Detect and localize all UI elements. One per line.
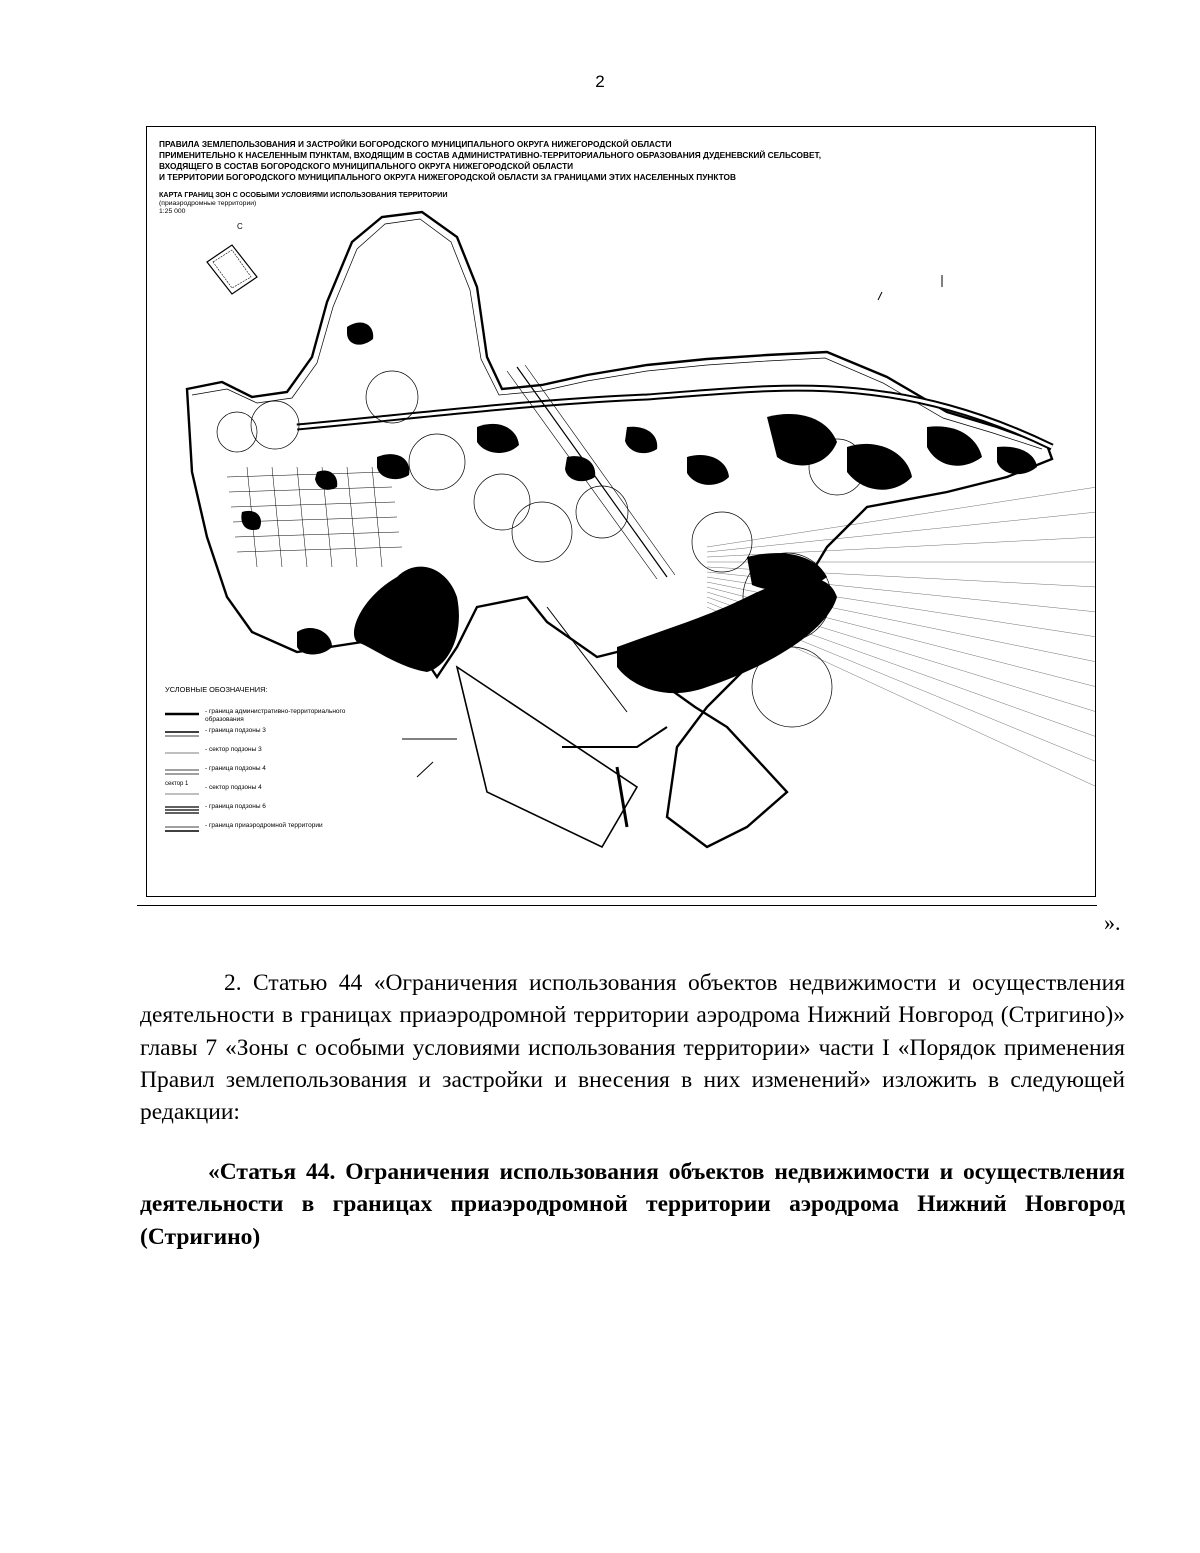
legend-item: [165, 727, 268, 746]
closing-quote: ».: [1104, 910, 1121, 935]
compass-icon: [207, 245, 257, 294]
legend-label: - граница подзоны 3: [205, 727, 266, 734]
map-subtitle-block: [159, 191, 448, 217]
legend-item: [165, 803, 268, 822]
legend-label: - граница подзоны 4: [205, 765, 266, 772]
map-title-line-1: ПРАВИЛА ЗЕМЛЕПОЛЬЗОВАНИЯ И ЗАСТРОЙКИ БОГОРОДСКОГО МУНИЦИПАЛЬНОГО ОКРУГА НИЖЕГОРОДСКОЙ ОБЛАСТИ: [159, 139, 672, 149]
map-subtitle: КАРТА ГРАНИЦ ЗОН С ОСОБЫМИ УСЛОВИЯМИ ИСПОЛЬЗОВАНИЯ ТЕРРИТОРИИ: [159, 190, 448, 199]
legend-swatch-subzone-6: [165, 805, 199, 815]
separator-line: [137, 905, 1097, 906]
legend-swatch-subzone-3: [165, 729, 199, 739]
legend-sector-tag: сектор 1: [165, 781, 189, 787]
legend-item: [165, 708, 346, 727]
map-title: [159, 139, 821, 183]
legend-item: [165, 746, 268, 765]
body-paragraph: 2. Статью 44 «Ограничения использования объектов недвижимости и осуществления деятельности в границах приаэродромной территории аэродрома Нижний Новгород (Стригино)» главы 7 «Зоны с особыми условиями использования территории» части I «Порядок применения Правил землепользования и застройки и внесения в них изменений» изложить в следующей редакции:: [140, 970, 1125, 1126]
legend-label: - сектор подзоны 4: [205, 784, 262, 791]
map-figure: [146, 126, 1096, 897]
map-title-line-2: ПРИМЕНИТЕЛЬНО К НАСЕЛЕННЫМ ПУНКТАМ, ВХОДЯЩИМ В СОСТАВ АДМИНИСТРАТИВНО-ТЕРРИТОРИАЛЬНОГО ОБРАЗОВАНИЯ ДУДЕНЕВСКИЙ СЕЛЬСОВЕТ,: [159, 150, 822, 160]
page-number: 2: [595, 72, 605, 91]
map-title-line-3: ВХОДЯЩЕГО В СОСТАВ БОГОРОДСКОГО МУНИЦИПАЛЬНОГО ОКРУГА НИЖЕГОРОДСКОЙ ОБЛАСТИ: [159, 161, 574, 171]
map-scale: 1:25 000: [159, 208, 186, 215]
legend-label: - граница административно-территориального: [205, 708, 346, 715]
legend-label: - граница подзоны 6: [205, 803, 266, 810]
map-drawing: [147, 127, 1096, 897]
legend-swatch-aerodrome-territory: [165, 824, 199, 834]
map-title-line-4: И ТЕРРИТОРИИ БОГОРОДСКОГО МУНИЦИПАЛЬНОГО ОКРУГА НИЖЕГОРОДСКОЙ ОБЛАСТИ ЗА ГРАНИЦАМИ ЭТИХ НАСЕЛЕННЫХ ПУНКТОВ: [159, 172, 736, 182]
north-label: С: [237, 222, 243, 231]
legend-item: [165, 822, 323, 841]
legend-title: УСЛОВНЫЕ ОБОЗНАЧЕНИЯ:: [165, 685, 268, 694]
territory-boundary: [187, 212, 1052, 847]
legend-label: - граница приаэродромной территории: [205, 822, 323, 829]
legend-label: - сектор подзоны 3: [205, 746, 262, 753]
map-legend: [165, 685, 346, 841]
legend-label-cont: образования: [205, 716, 244, 723]
article-heading: «Статья 44. Ограничения использования объектов недвижимости и осуществления деятельности в границах приаэродромной территории аэродрома Нижний Новгород (Стригино): [140, 1159, 1125, 1250]
legend-swatch-sector-4: [165, 786, 199, 796]
legend-swatch-sector-3: [165, 748, 199, 758]
legend-item: [165, 781, 268, 803]
legend-swatch-admin-boundary: [165, 710, 199, 720]
map-subtitle-note: (приаэродромные территории): [159, 199, 257, 207]
legend-swatch-subzone-4: [165, 767, 199, 777]
